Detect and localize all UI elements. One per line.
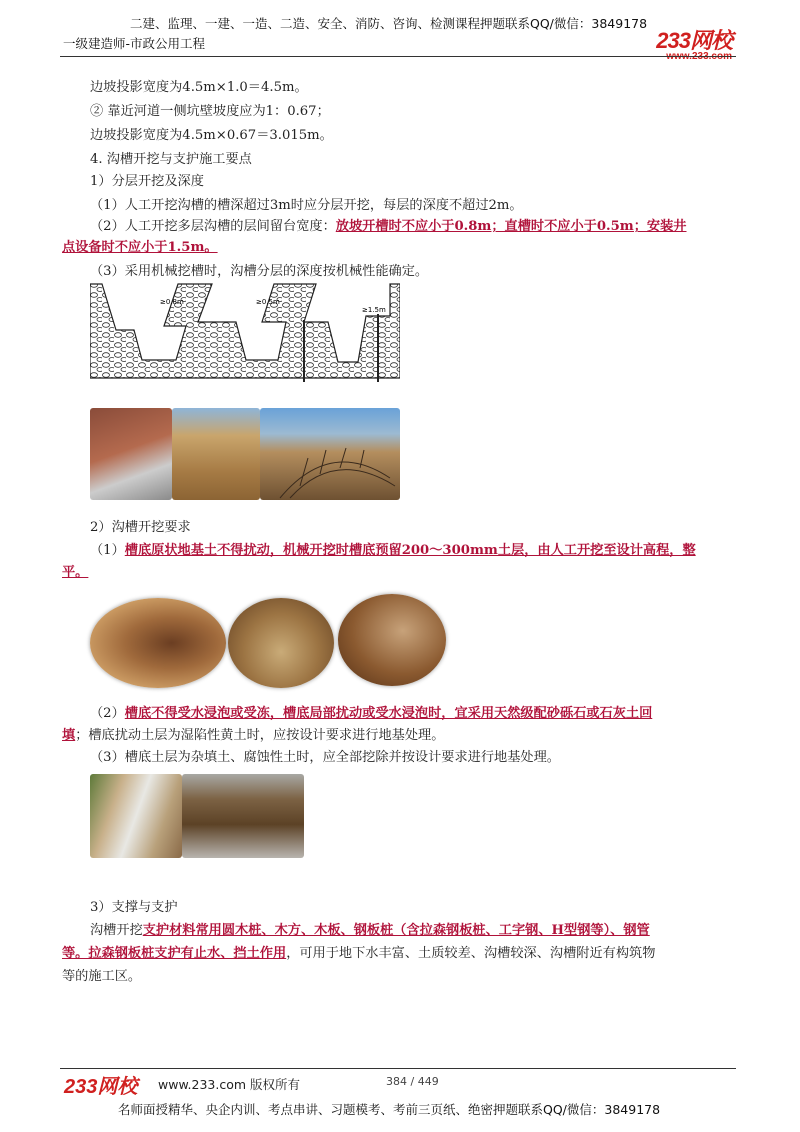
subsection-heading: 2）沟槽开挖要求: [90, 520, 191, 535]
trench-photo: [338, 594, 446, 686]
text-line: （2）人工开挖多层沟槽的层间留台宽度：放坡开槽时不应小于0.8m；直槽时不应小于0.5m；安装井: [90, 219, 687, 234]
key-point: 平。: [62, 565, 89, 580]
text-line: 等的施工区。: [62, 969, 142, 984]
trench-photo: [182, 774, 304, 858]
trench-photo: [260, 408, 400, 500]
subsection-heading: 3）支撑与支护: [90, 900, 178, 915]
key-point: 槽底原状地基土不得扰动，机械开挖时槽底预留200～300mm土层，由人工开挖至设计高程，整: [124, 543, 696, 558]
diagram-label: ≥0.5m: [256, 298, 280, 306]
diagram-label: ≥0.8m: [160, 298, 184, 306]
header-divider: [60, 56, 736, 57]
footer-divider: [60, 1068, 736, 1069]
steel-cage-illustration: [260, 408, 400, 500]
text-line: （3）槽底土层为杂填土、腐蚀性土时，应全部挖除并按设计要求进行地基处理。: [90, 750, 560, 765]
header-contact-line: 二建、监理、一建、一造、二造、安全、消防、咨询、检测课程押题联系QQ/微信：3849178: [130, 16, 648, 31]
section-heading: 4. 沟槽开挖与支护施工要点: [90, 152, 252, 167]
key-point: 支护材料常用圆木桩、木方、木板、钢板桩（含拉森钢板桩、工字钢、H型钢等）、钢管: [142, 923, 650, 938]
header-subtitle: 一级建造师-市政公用工程: [63, 36, 206, 51]
text-line: 边坡投影宽度为4.5m×1.0＝4.5m。: [90, 80, 308, 95]
text-line: （1）人工开挖沟槽的槽深超过3m时应分层开挖，每层的深度不超过2m。: [90, 198, 523, 213]
key-point: 槽底不得受水浸泡或受冻，槽底局部扰动或受水浸泡时，宜采用天然级配砂砾石或石灰土回: [124, 706, 653, 721]
trench-photo: [228, 598, 334, 688]
page-number: 384 / 449: [386, 1075, 439, 1088]
text-line: ② 靠近河道一侧坑壁坡度应为1：0.67；: [90, 104, 330, 119]
trench-photo: [90, 408, 172, 500]
text-line: [62, 238, 218, 258]
text-line: 沟槽开挖支护材料常用圆木桩、木方、木板、钢板桩（含拉森钢板桩、工字钢、H型钢等）、钢管: [90, 923, 650, 938]
trench-photo: [90, 774, 182, 858]
trench-layers-diagram: [90, 282, 400, 382]
text-line: 边坡投影宽度为4.5m×0.67＝3.015m。: [90, 128, 333, 143]
diagram-label: ≥1.5m: [362, 306, 386, 314]
text-line: （2）槽底不得受水浸泡或受冻，槽底局部扰动或受水浸泡时，宜采用天然级配砂砾石或石灰土回: [90, 706, 653, 721]
subsection-heading: 1）分层开挖及深度: [90, 174, 204, 189]
key-point: 点设备时不应小于1.5m。: [62, 240, 218, 255]
key-point: 等。拉森钢板桩支护有止水、挡土作用: [62, 946, 287, 961]
text-line: 等。拉森钢板桩支护有止水、挡土作用，可用于地下水丰富、土质较差、沟槽较深、沟槽附近有构筑物: [62, 946, 656, 961]
text-line: [62, 563, 88, 583]
text-line: 填；槽底扰动土层为湿陷性黄土时，应按设计要求进行地基处理。: [62, 728, 445, 743]
footer-site: www.233.com 版权所有: [158, 1077, 300, 1092]
key-point: 填: [62, 728, 76, 743]
key-point: 放坡开槽时不应小于0.8m；直槽时不应小于0.5m；安装井: [335, 219, 687, 234]
trench-photo: [90, 598, 226, 688]
brand-logo: 233网校: [656, 28, 732, 53]
trench-photo: [172, 408, 260, 500]
text-line: （1）槽底原状地基土不得扰动，机械开挖时槽底预留200～300mm土层，由人工开挖至设计高程，整: [90, 543, 696, 558]
text-line: （3）采用机械挖槽时，沟槽分层的深度按机械性能确定。: [90, 264, 429, 279]
footer-logo: 233网校: [64, 1076, 138, 1098]
footer-contact-line: 名师面授精华、央企内训、考点串讲、习题模考、考前三页纸、绝密押题联系QQ/微信：3849178: [118, 1102, 661, 1117]
